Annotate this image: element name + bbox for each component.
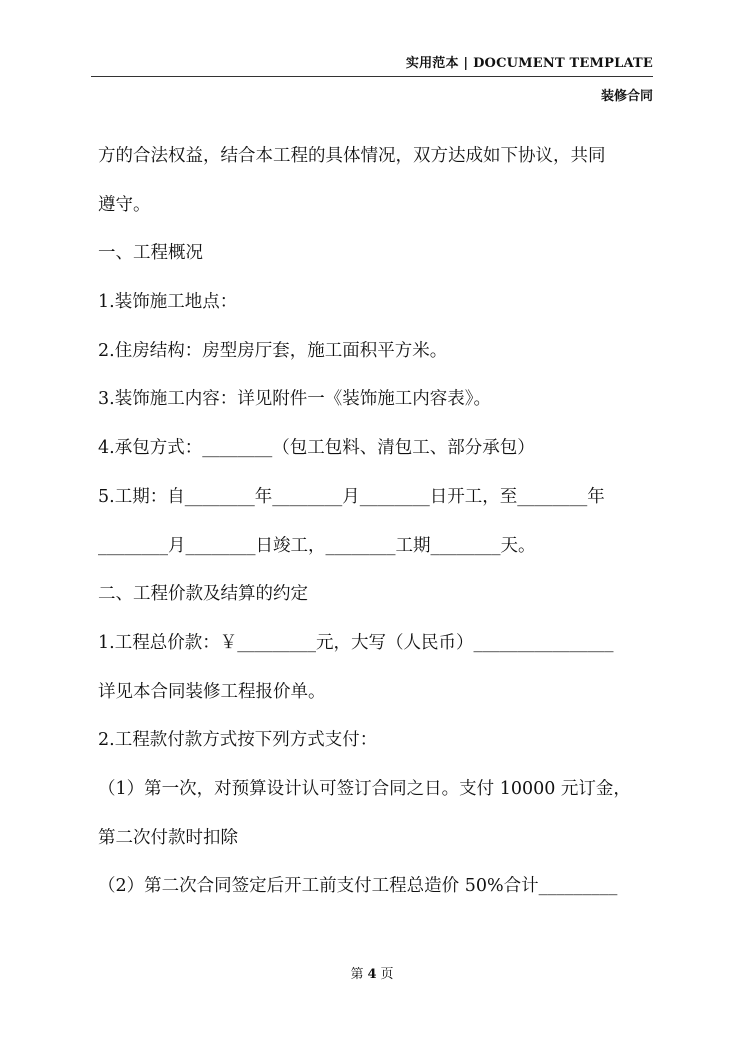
clause-line: 2.住房结构：房型房厅套，施工面积平方米。 [98,340,448,361]
clause-line: （2）第二次合同签定后开工前支付工程总造价 50%合计_________ [98,876,618,897]
page-footer [0,963,744,982]
page-prefix: 第 [350,967,364,982]
clause-line: 第二次付款时扣除 [98,827,238,848]
header-divider [91,76,653,77]
clause-line: 4.承包方式：________（包工包料、清包工、部分承包） [98,438,535,459]
clause-line: 2.工程款付款方式按下列方式支付： [98,730,378,751]
paragraph-line: 方的合法权益，结合本工程的具体情况，双方达成如下协议，共同 [98,146,606,166]
section-heading: 二、工程价款及结算的约定 [98,584,308,605]
clause-line: 5.工期：自________年________月________日开工，至________年 [98,486,605,507]
clause-line: ________月________日竣工，________工期________天。 [98,535,536,556]
paragraph-line: 遵守。 [98,194,151,215]
header-subtitle: 装修合同 [600,89,653,104]
clause-line: 3.装饰施工内容：详见附件一《装饰施工内容表》。 [98,389,491,410]
clause-line: 1.工程总价款：￥_________元，大写（人民币）________________ [98,632,614,653]
clause-line: 详见本合同装修工程报价单。 [98,681,326,702]
document-body [98,132,658,911]
page-number: 4 [367,967,377,982]
page-suffix: 页 [380,967,394,982]
clause-line: （1）第一次，对预算设计认可签订合同之日。支付 10000 元订金， [98,778,631,799]
clause-line: 1.装饰施工地点： [98,292,238,313]
header-title: 实用范本 | DOCUMENT TEMPLATE [405,56,653,71]
section-heading: 一、工程概况 [98,243,203,264]
